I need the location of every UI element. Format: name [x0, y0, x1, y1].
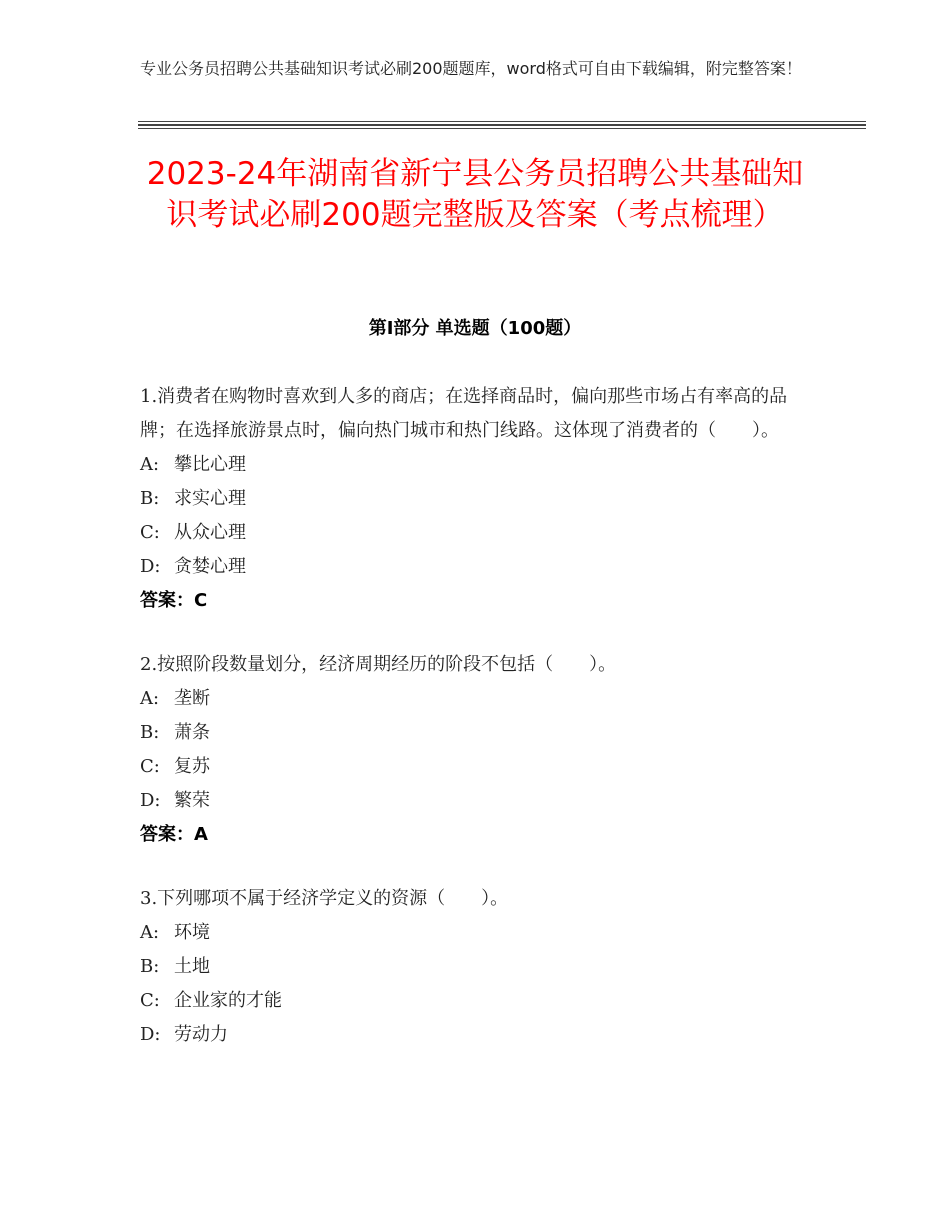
header-divider [138, 128, 866, 129]
option-d [140, 784, 810, 818]
question-item [140, 648, 810, 852]
question-text: 3.下列哪项不属于经济学定义的资源（ ）。 [140, 888, 509, 909]
option-b [140, 950, 810, 984]
option-text: 复苏 [174, 756, 210, 777]
option-text: 繁荣 [174, 790, 210, 811]
question-item [140, 882, 810, 1052]
option-c [140, 516, 810, 550]
question-text: 1.消费者在购物时喜欢到人多的商店；在选择商品时，偏向那些市场占有率高的品牌；在选择旅游景点时，偏向热门城市和热门线路。这体现了消费者的（ ）。 [140, 386, 788, 441]
option-key: C: [140, 990, 160, 1011]
answer-label: 答案： [140, 824, 194, 845]
answer-value: C [194, 590, 208, 611]
question-text: 2.按照阶段数量划分，经济周期经历的阶段不包括（ ）。 [140, 654, 617, 675]
option-text: 贪婪心理 [174, 556, 246, 577]
option-c [140, 750, 810, 784]
option-key: A: [140, 922, 160, 943]
question-item [140, 380, 810, 618]
header-note: 专业公务员招聘公共基础知识考试必刷200题题库，word格式可自由下载编辑，附完整答案！ [140, 59, 802, 78]
header-divider [138, 124, 866, 126]
option-text: 从众心理 [174, 522, 246, 543]
answer-value: A [194, 824, 208, 845]
option-a [140, 682, 810, 716]
option-key: B: [140, 722, 160, 743]
option-text: 企业家的才能 [174, 990, 282, 1011]
option-b [140, 482, 810, 516]
section-title: 第Ⅰ部分 单选题（100题） [368, 318, 582, 339]
option-text: 攀比心理 [174, 454, 246, 475]
question-list [140, 380, 810, 1082]
option-text: 萧条 [174, 722, 210, 743]
option-key: C: [140, 756, 160, 777]
option-c [140, 984, 810, 1018]
option-text: 垄断 [174, 688, 210, 709]
header-divider [138, 121, 866, 122]
option-b [140, 716, 810, 750]
option-key: D: [140, 790, 161, 811]
option-a [140, 448, 810, 482]
answer-label: 答案： [140, 590, 194, 611]
option-key: D: [140, 556, 161, 577]
answer-line [140, 818, 810, 852]
option-key: A: [140, 454, 160, 475]
option-key: A: [140, 688, 160, 709]
document-title: 2023-24年湖南省新宁县公务员招聘公共基础知识考试必刷200题完整版及答案（考点梳理） [146, 156, 804, 233]
option-text: 环境 [174, 922, 210, 943]
option-key: B: [140, 956, 160, 977]
option-d [140, 550, 810, 584]
option-text: 土地 [174, 956, 210, 977]
option-text: 劳动力 [174, 1024, 228, 1045]
option-text: 求实心理 [174, 488, 246, 509]
option-key: B: [140, 488, 160, 509]
option-a [140, 916, 810, 950]
option-key: D: [140, 1024, 161, 1045]
option-key: C: [140, 522, 160, 543]
answer-line [140, 584, 810, 618]
option-d [140, 1018, 810, 1052]
